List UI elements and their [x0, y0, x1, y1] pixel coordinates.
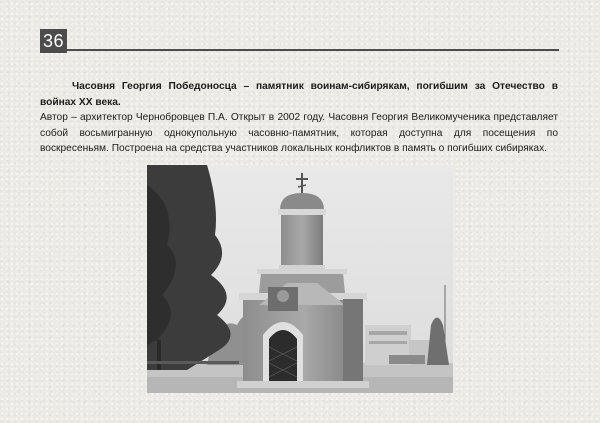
header-rule [67, 49, 559, 51]
article-body: Автор – архитектор Чернобровцев П.А. Открыт в 2002 году. Часовня Георгия Великомученика представляет собой восьмигранную однокупольную часовню-памятник, которая доступна для посещения по воскресеньям. Построена на средства участников локальных конфликтов в память о погибших сибиряках. [40, 112, 558, 154]
chapel-photo [147, 165, 453, 393]
article-lead: Часовня Георгия Победоносца – памятник воинам-сибирякам, погибшим за Отечество в войнах XX века. [40, 81, 558, 108]
article-text [40, 79, 558, 157]
page-number: 36 [40, 29, 67, 53]
